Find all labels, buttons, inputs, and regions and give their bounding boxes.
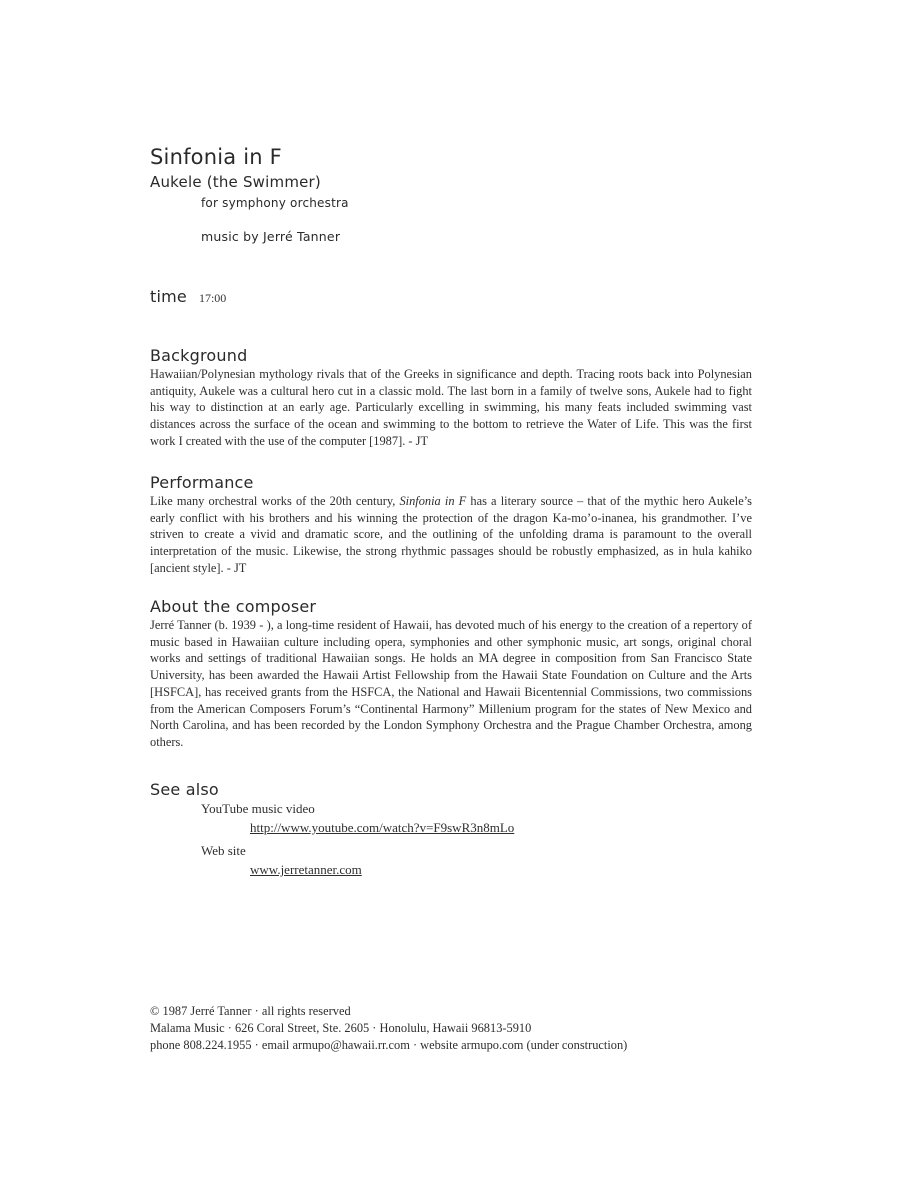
duration-value: 17:00 xyxy=(198,291,227,305)
composer-credit: music by Jerré Tanner xyxy=(201,229,341,244)
composer-section xyxy=(150,597,752,751)
footer-address: Malama Music · 626 Coral Street, Ste. 2605 · Honolulu, Hawaii 96813-5910 xyxy=(150,1021,532,1035)
see-also-section xyxy=(150,780,219,799)
youtube-label: YouTube music video xyxy=(201,801,315,816)
background-heading: Background xyxy=(150,346,248,365)
footer-copyright: © 1987 Jerré Tanner · all rights reserved xyxy=(150,1004,351,1018)
instrumentation-line: for symphony orchestra xyxy=(201,196,349,210)
footer-contact: phone 808.224.1955 · email armupo@hawaii.rr.com · website armupo.com (under construction) xyxy=(150,1038,628,1052)
performance-text xyxy=(150,493,752,577)
piece-subtitle: Aukele (the Swimmer) xyxy=(150,173,321,191)
composer-bio: Jerré Tanner (b. 1939 - ), a long-time resident of Hawaii, has devoted much of his energy to the creation of a repertory of music based in Hawaiian culture including opera, symphonies and other symphonic music, art songs, original choral works and settings of traditional Hawaiian songs. He holds an MA degree in composition from San Francisco State University, has been awarded the Hawaii Artist Fellowship from the Hawaii State Foundation on Culture and the Arts [HSFCA], has received grants from the HSFCA, the National and Hawaii Bicentennial Commissions, two commissions from the American Composers Forum’s “Continental Harmony” Millenium program for the states of New Mexico and North Carolina, and has been recorded by the London Symphony Orchestra and the Prague Chamber Orchestra, among others. xyxy=(150,618,752,749)
footer xyxy=(150,1003,627,1054)
background-section xyxy=(150,346,752,450)
background-text: Hawaiian/Polynesian mythology rivals that of the Greeks in significance and depth. Tracing roots back into Polynesian antiquity, Aukele was a cultural hero cut in a classic mold. The last born in a family of twelve sons, Aukele had to fight his way to distinction at an early age. Particularly excelling in swimming, his many feats included swimming vast distances across the surface of the ocean and swimming to the bottom to retrieve the Water of Life. This was the first work I created with the use of the computer [1987]. - JT xyxy=(150,367,752,448)
performance-text-end: has a literary source – that of the mythic hero Aukele’s early conflict with his brothers and his winning the protection of the dragon Ka-mo’o-inanea, his grandmother. I’ve striven to create a vivid and dramatic score, and the outlining of the unfolding drama is paramount to the overall interpretation of the music. Likewise, the strong rhythmic passages should be robustly emphasized, as in hula kahiko [ancient style]. - JT xyxy=(150,494,752,575)
see-also-heading: See also xyxy=(150,780,219,799)
website-label: Web site xyxy=(201,843,246,858)
composer-heading: About the composer xyxy=(150,597,317,616)
performance-heading: Performance xyxy=(150,473,254,492)
youtube-link[interactable]: http://www.youtube.com/watch?v=F9swR3n8mLo xyxy=(250,820,515,835)
website-link[interactable]: www.jerretanner.com xyxy=(250,862,362,877)
performance-section xyxy=(150,473,752,577)
performance-text-start: Like many orchestral works of the 20th century, xyxy=(150,494,400,508)
performance-work-title: Sinfonia in F xyxy=(399,494,467,508)
piece-title: Sinfonia in F xyxy=(150,145,282,169)
duration-row xyxy=(150,287,226,307)
duration-label: time xyxy=(150,287,187,306)
